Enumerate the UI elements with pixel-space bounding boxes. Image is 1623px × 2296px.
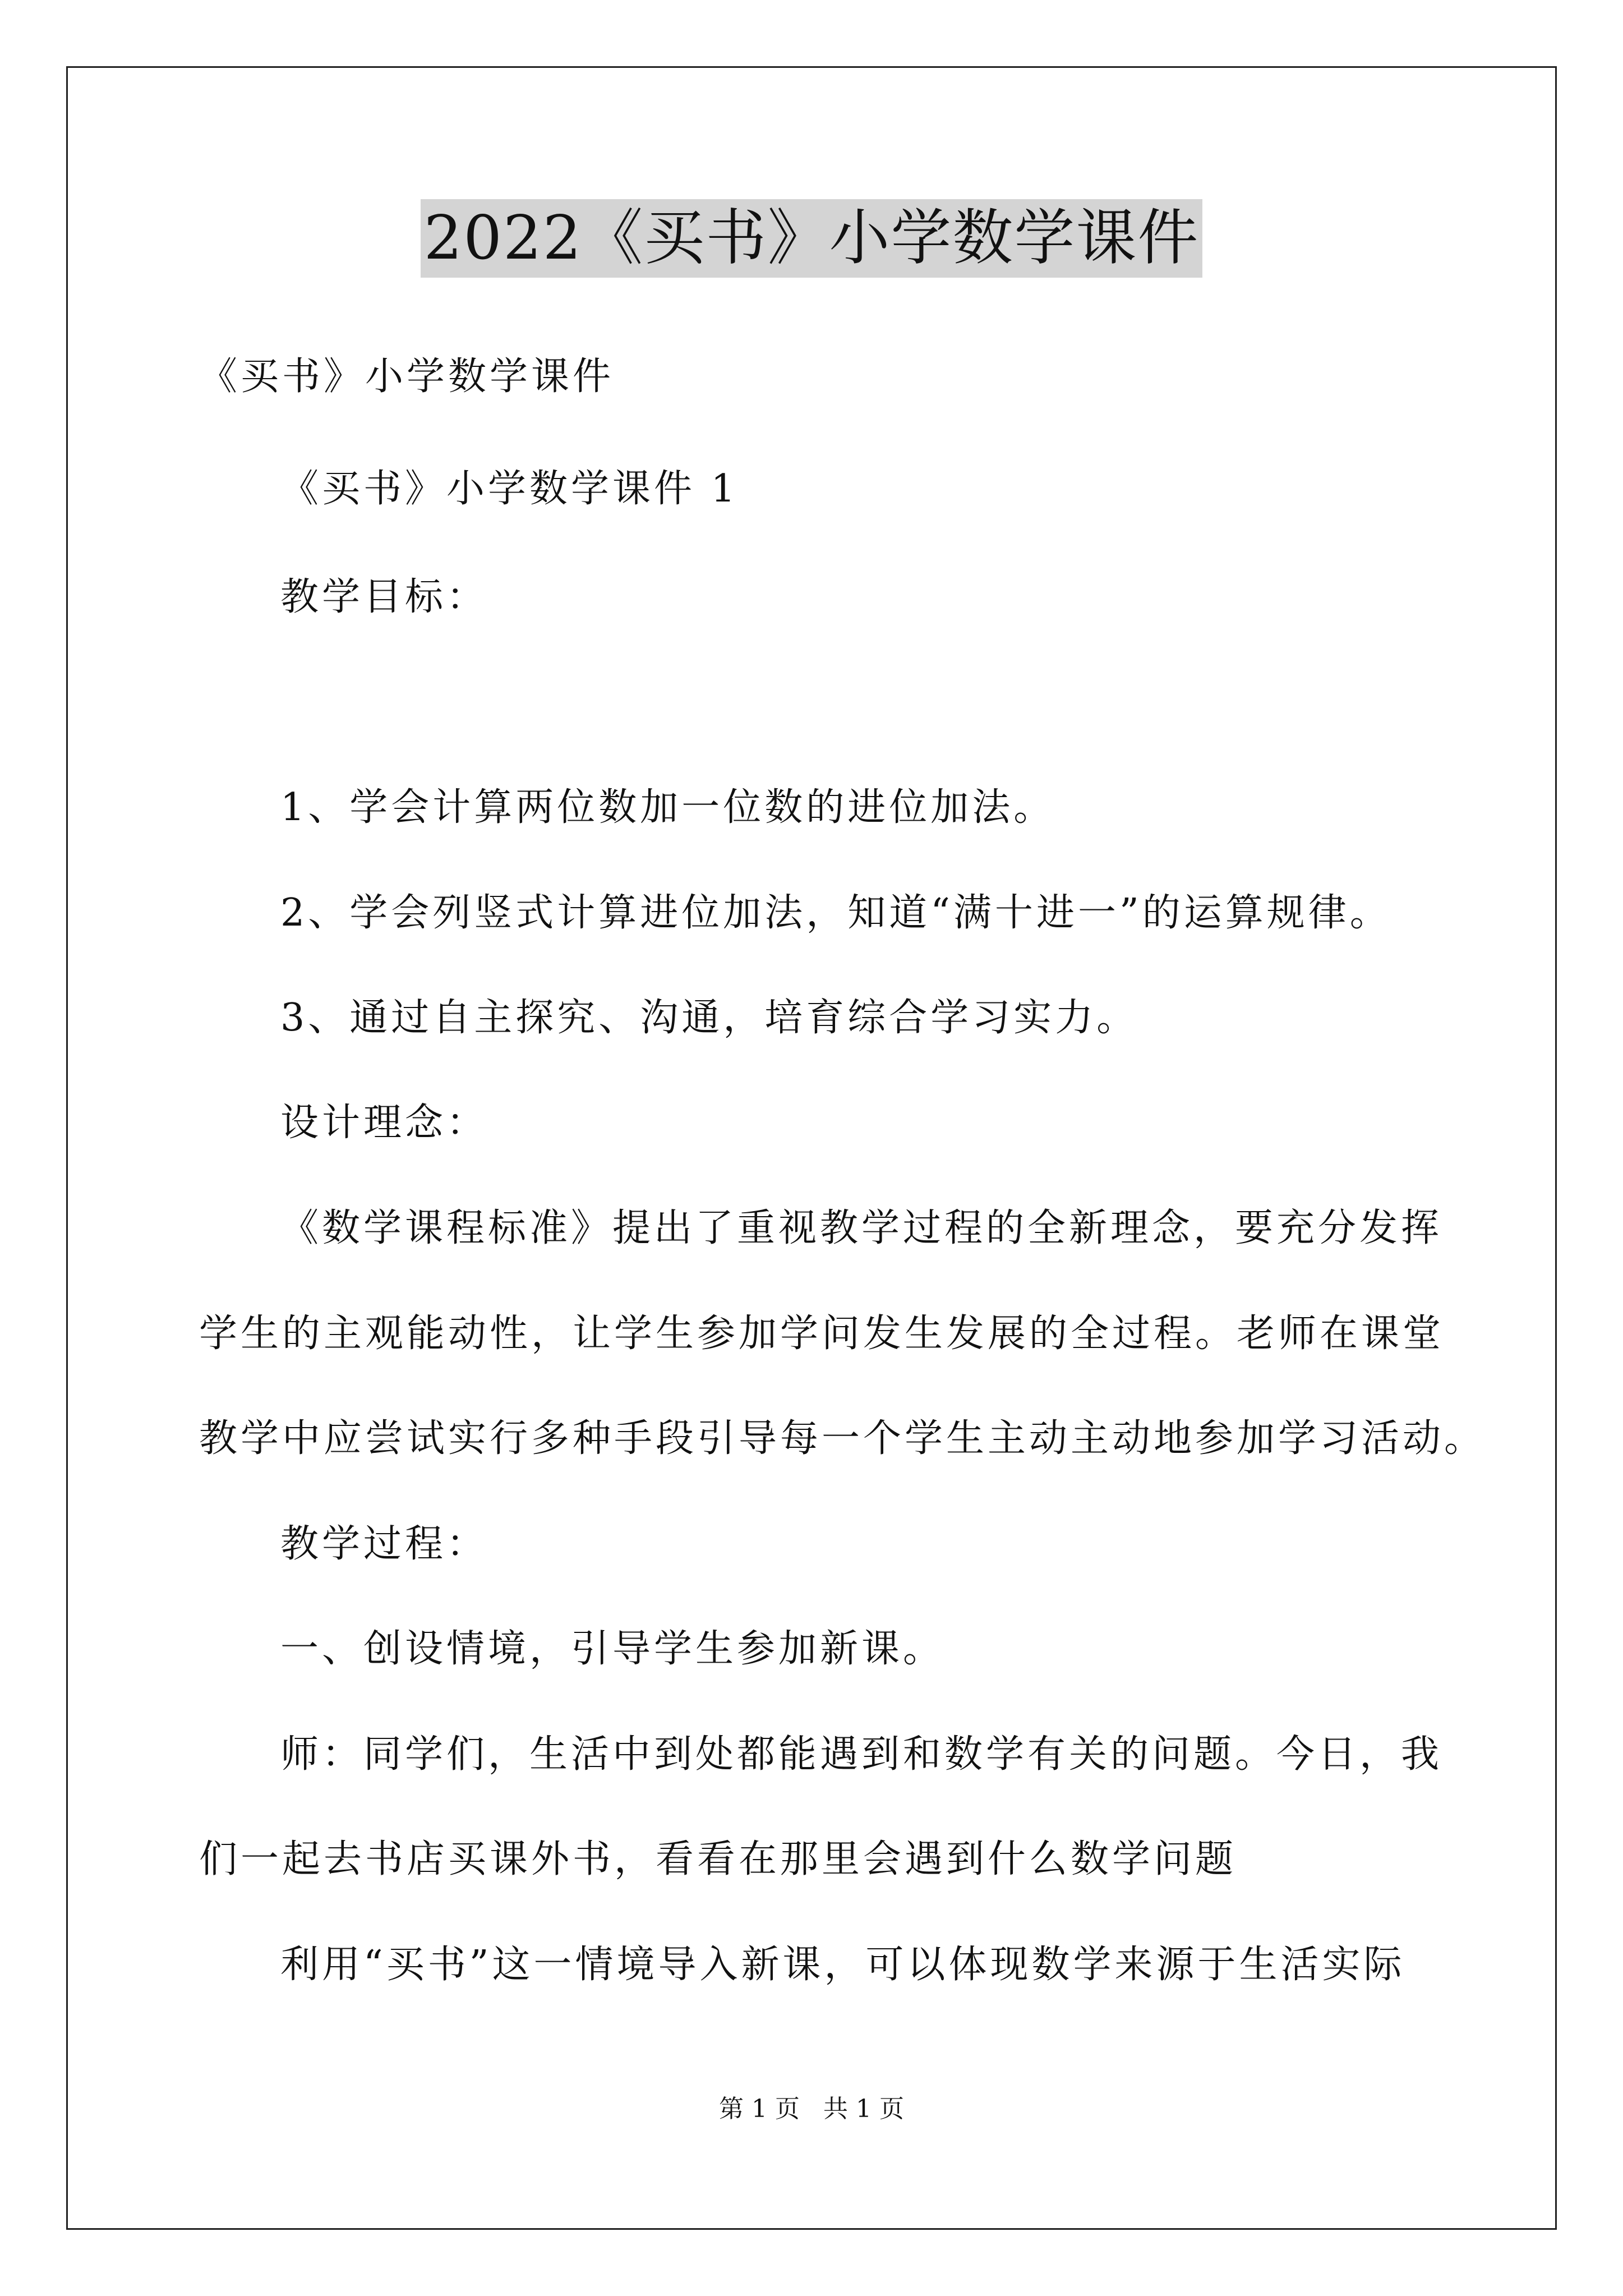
document-title: 2022《买书》小学数学课件 [421, 199, 1203, 278]
paragraph-line: 《数学课程标准》提出了重视教学过程的全新理念，要充分发挥 [280, 1206, 1443, 1250]
objective-item: 3、通过自主探究、沟通，培育综合学习实力。 [280, 996, 1138, 1040]
heading-objectives: 教学目标： [280, 575, 488, 619]
paragraph-line: 们一起去书店买课外书，看看在那里会遇到什么数学问题 [199, 1837, 1237, 1881]
paragraph-line: 师：同学们，生活中到处都能遇到和数学有关的问题。今日，我 [280, 1732, 1443, 1777]
page-number: 第 1 页 [719, 2095, 800, 2123]
title-container [0, 199, 1623, 278]
paragraph-line: 学生的主观能动性，让学生参加学问发生发展的全过程。老师在课堂 [199, 1312, 1445, 1356]
objective-item: 2、学会列竖式计算进位加法，知道“满十进一”的运算规律。 [280, 891, 1391, 935]
heading-design: 设计理念： [280, 1101, 488, 1145]
page-total: 共 1 页 [823, 2095, 904, 2123]
objective-item: 1、学会计算两位数加一位数的进位加法。 [280, 785, 1055, 830]
subtitle-line: 《买书》小学数学课件 [199, 355, 615, 399]
paragraph-line: 教学中应尝试实行多种手段引导每一个学生主动主动地参加学习活动。 [199, 1416, 1486, 1461]
paragraph-line: 利用“买书”这一情境导入新课，可以体现数学来源于生活实际 [280, 1943, 1405, 1987]
page-footer [0, 2092, 1623, 2126]
heading-process: 教学过程： [280, 1522, 488, 1566]
step-heading: 一、创设情境，引导学生参加新课。 [280, 1627, 945, 1671]
section-heading: 《买书》小学数学课件 1 [280, 467, 739, 511]
